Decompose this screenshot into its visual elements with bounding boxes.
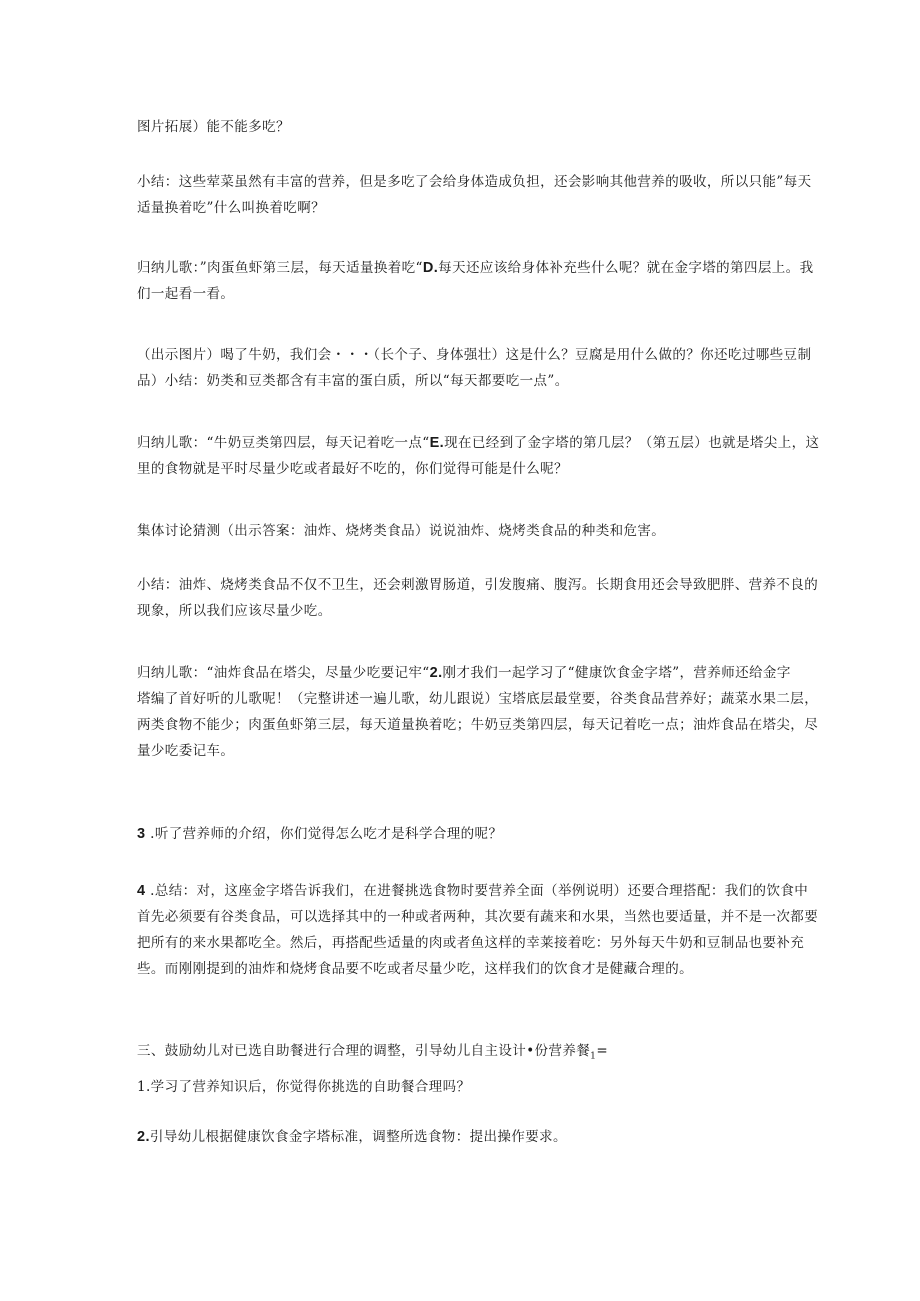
text-segment: 小结：油炸、烧烤类食品不仅不卫生，还会刺激胃肠道，引发腹痛、腹泻。长期食用还会导致肥胖、营养不良的 [137,577,819,593]
text-segment: 首先必须要有谷类食品，可以选择其中的一种或者两种，其次要有蔬来和水果，当然也要适量，并不是一次都要 [137,909,819,925]
text-segment: 品）小结：奶类和豆类都含有丰富的蛋白质，所以“每天都要吃一点”。 [137,373,569,389]
item-number: 3 [137,826,146,842]
paragraph-group-discussion [137,518,787,544]
paragraph-summary-fried [137,572,819,624]
text-segment: 量少吃委记车。 [137,743,235,759]
text-segment: 现在已经到了金字塔的第几层？（第五层）也就是塔尖上，这 [444,435,820,451]
text-segment: 1.学习了营养知识后，你觉得你挑选的自助餐合理吗？ [137,1079,471,1095]
text-segment: 塔编了首好听的儿歌呢！（完整讲述一遍儿歌，幼儿跟说）宝塔底层最堂要，谷类食品营养好；蔬菜水果二层， [137,691,819,707]
text-segment: 两类食物不能少；肉蛋鱼虾第三层，每天道量换着吃；牛奶豆类第四层，每天记着吃一点；油炸食品在塔尖，尽 [137,717,819,733]
paragraph-rhyme-layer4 [137,430,820,482]
text-segment: 些。而刚刚提到的油炸和烧烤食品要不吃或者尽量少吃，这样我们的饮食才是健藏合理的。 [137,961,693,977]
text-line [137,572,819,598]
section-3-heading [137,1038,787,1070]
text-segment: 图片拓展）能不能多吃？ [137,119,290,135]
paragraph-full-rhyme [137,660,819,764]
text-segment: 们一起看一看。 [137,286,235,302]
text-line [137,821,787,847]
item-number: 2. [137,1129,150,1145]
text-segment: 归纳儿歌：“牛奶豆类第四层，每天记着吃一点“ [137,435,430,451]
text-line [137,114,787,140]
text-line [137,518,787,544]
paragraph-summary-meat [137,169,812,221]
paragraph-question-1 [137,1074,787,1100]
text-segment: = [596,1043,609,1059]
text-line [137,712,819,738]
text-line [137,1074,787,1100]
item-number: 4 [137,883,146,899]
text-segment: 归纳儿歌：“油炸食品在塔尖，尽量少吃要记牢“ [137,665,430,681]
text-line [137,368,787,394]
item-number: 2. [429,665,443,681]
text-segment: 引导幼儿根据健康饮食金字塔标准，调整所选食物：提出操作要求。 [149,1129,567,1145]
item-number: D. [422,260,439,276]
paragraph-step-2 [137,1124,787,1150]
text-segment: 刚才我们一起学习了“健康饮食金字塔”，营养师还给金字 [442,665,791,681]
text-line [137,738,787,764]
text-segment: （出示图片）喝了牛奶，我们会・・・（长个子、身体强壮）这是什么？豆腐是用什么做的？你还吃过哪些豆制 [137,347,812,363]
text-line [137,1124,787,1150]
text-segment: 把所有的来水果都吃全。然后，再搭配些适量的肉或者鱼这样的幸莱接着吃：另外每天牛奶和豆制品也要补充 [137,935,805,951]
text-line [137,956,787,982]
subscript-mark: 1 [590,1051,597,1062]
text-segment: 适量换着吃”什么叫换着吃啊？ [137,200,326,216]
text-line [137,169,812,195]
text-line [137,456,787,482]
text-segment: 集体讨论猜测（出示答案：油炸、烧烤类食品）说说油炸、烧烤类食品的种类和危害。 [137,523,666,539]
text-line [137,195,787,221]
text-segment: .听了营养师的介绍，你们觉得怎么吃才是科学合理的呢？ [145,826,503,842]
text-line [137,878,809,904]
text-segment: 小结：这些荤菜虽然有丰富的营养，但是多吃了会给身体造成负担，还会影响其他营养的吸收，所以只能”每天 [137,174,812,190]
text-line [137,342,812,368]
item-number: E. [429,435,445,451]
text-line [137,255,814,281]
text-line [137,281,787,307]
text-line [137,598,787,624]
text-segment: 现象，所以我们应该尽量少吃。 [137,603,332,619]
paragraph-milk-beans [137,342,812,394]
paragraph-item-4-conclusion [137,878,819,982]
text-line [137,686,819,712]
text-segment: 归纳儿歌：”肉蛋鱼虾第三层，每天适量换着吃“ [137,260,423,276]
text-line [137,1038,787,1070]
paragraph-rhyme-layer3 [137,255,814,307]
text-line [137,930,805,956]
text-segment: 三、鼓励幼儿对已选自助餐进行合理的调整，引导幼儿自主设计•份营养餐 [137,1043,591,1059]
paragraph-item-3 [137,821,787,847]
text-segment: 每天还应该给身体补充些什么呢？就在金字塔的第四层上。我 [438,260,814,276]
paragraph-picture-extension [137,114,787,140]
text-line [137,430,820,456]
text-line [137,904,819,930]
text-segment: 里的食物就是平时尽量少吃或者最好不吃的，你们觉得可能是什么呢？ [137,461,568,477]
text-segment: .总结：对，这座金字塔告诉我们，在进餐挑选食物时要营养全面（举例说明）还要合理搭配：我们的饮食中 [145,883,809,899]
text-line [137,660,791,686]
